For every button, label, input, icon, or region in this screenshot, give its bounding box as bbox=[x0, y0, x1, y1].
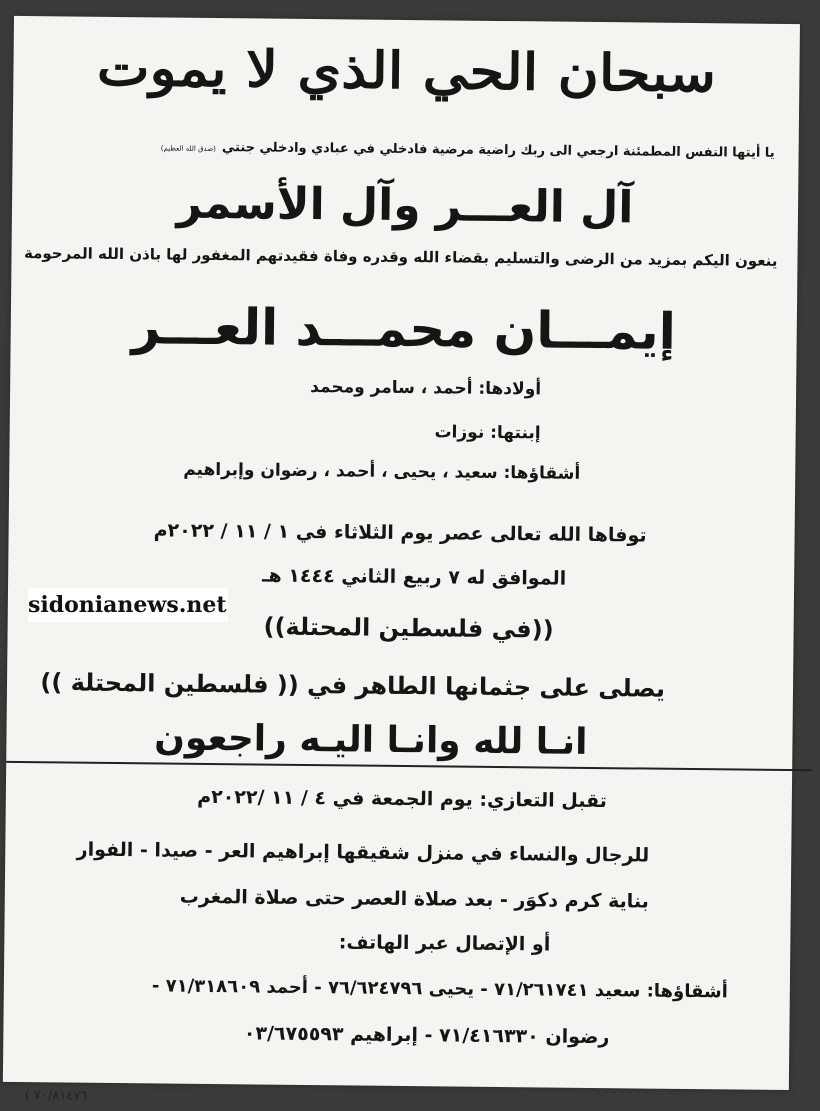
hijri-date: الموافق له ٧ ربيع الثاني ١٤٤٤ هـ bbox=[261, 564, 567, 590]
daughter-line: إبنتها: نوزات bbox=[434, 422, 541, 444]
condolence-building: بناية كرم دكوَر - بعد صلاة العصر حتى صلاة المغرب bbox=[179, 885, 649, 913]
family-names: آل العـــر وآل الأسمر bbox=[176, 177, 634, 234]
death-date: توفاها الله تعالى عصر يوم الثلاثاء في ١ / ١١ / ٢٠٢٢م bbox=[153, 519, 647, 547]
cut-off-text: ( ٧٠/٨١٤٧٦٠ bbox=[24, 1088, 95, 1104]
phones-line-2: رضوان ٧١/٤١٦٣٣٠ - إبراهيم ٠٣/٦٧٥٥٩٣ bbox=[243, 1022, 610, 1049]
sons-line: أولادها: أحمد ، سامر ومحمد bbox=[310, 377, 542, 400]
death-place: ((في فلسطين المحتلة)) bbox=[263, 612, 554, 644]
deceased-name: إيمـــان محمـــد العـــر bbox=[131, 297, 677, 361]
burial-line: يصلى على جثمانها الطاهر في (( فلسطين المحتلة )) bbox=[40, 668, 666, 703]
website-watermark: sidonianews.net bbox=[28, 588, 228, 622]
verse-text: يا أيتها النفس المطمئنة ارجعي الى ربك راضية مرضية فادخلي في عبادي وادخلي جنتي bbox=[221, 140, 775, 161]
obituary-paper bbox=[3, 16, 800, 1104]
condolence-date: تقبل التعازي: يوم الجمعة في ٤ / ١١ /٢٠٢٢م bbox=[197, 785, 607, 813]
phones-line-1: أشقاؤها: سعيد ٧١/٢٦١٧٤١ - يحيى ٧٦/٦٢٤٧٩٦ - أحمد ٧١/٣١٨٦٠٩ - bbox=[151, 975, 728, 1003]
verse-reference: (صدق الله العظيم) bbox=[160, 144, 216, 154]
condolence-place: للرجال والنساء في منزل شقيقها إبراهيم العر - صيدا - الفوار bbox=[76, 838, 650, 867]
divider bbox=[6, 761, 812, 771]
quran-verse bbox=[161, 139, 775, 160]
prayer-line: انـا لله وانـا اليـه راجعون bbox=[154, 717, 588, 763]
brothers-line: أشقاؤها: سعيد ، يحيى ، أحمد ، رضوان وإبراهيم bbox=[183, 459, 581, 484]
announcement-intro: ينعون اليكم بمزيد من الرضى والتسليم بقضاء الله وقدره وفاة فقيدتهم المغفور لها باذن الله المرحومة bbox=[23, 244, 778, 270]
calligraphy-header: سبحان الحي الذي لا يموت bbox=[96, 38, 717, 104]
contact-intro: أو الإتصال عبر الهاتف: bbox=[338, 931, 551, 956]
